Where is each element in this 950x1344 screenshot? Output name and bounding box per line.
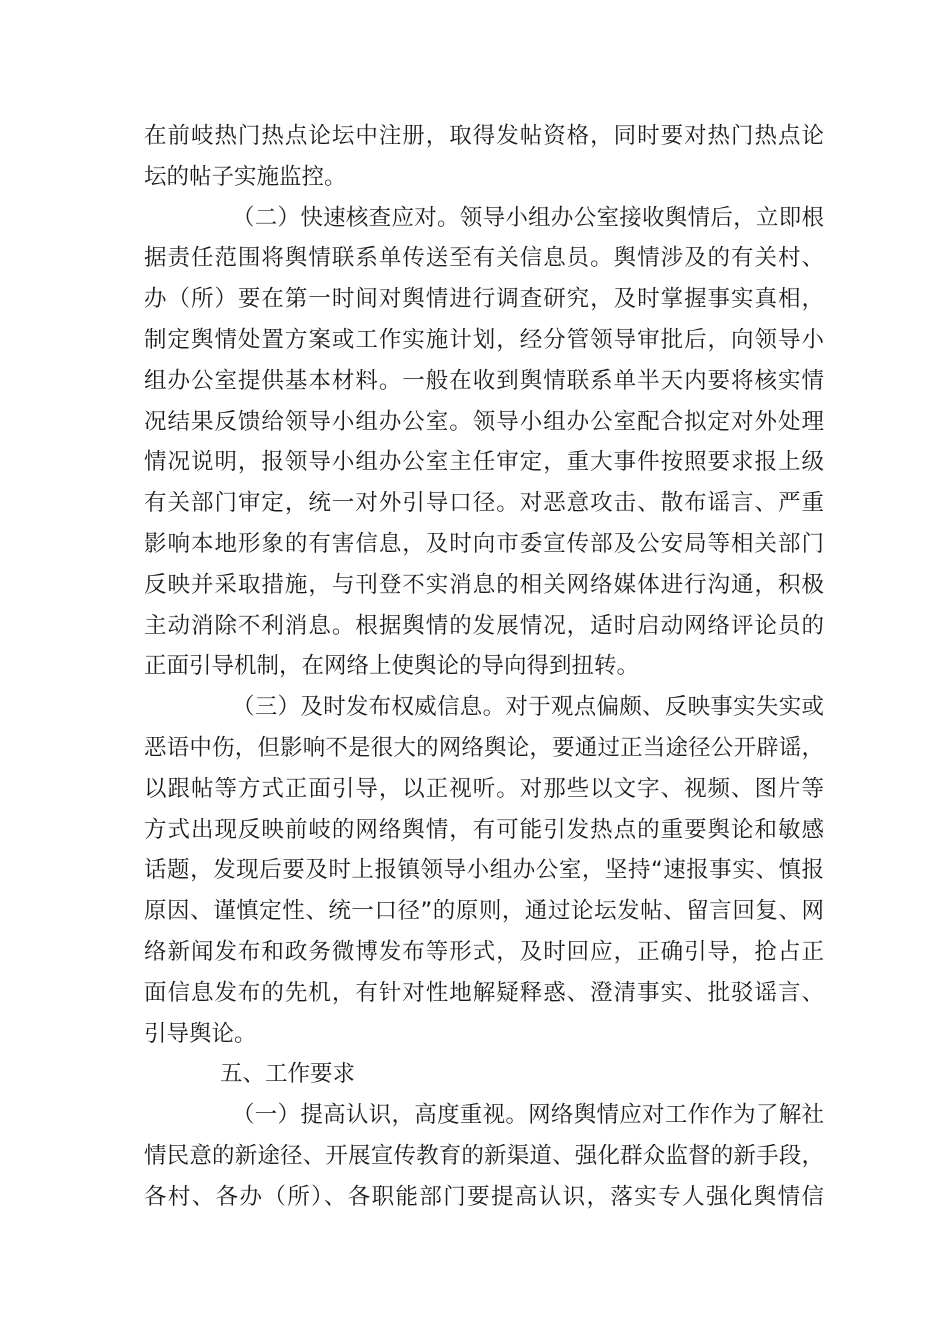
body-line: 制定舆情处置方案或工作实施计划，经分管领导审批后，向领导小 — [144, 326, 824, 353]
paragraph-first-line: （一）提高认识，高度重视。网络舆情应对工作作为了解社 — [232, 1102, 824, 1129]
body-line: 主动消除不利消息。根据舆情的发展情况，适时启动网络评论员的 — [144, 612, 824, 639]
body-line: 组办公室提供基本材料。一般在收到舆情联系单半天内要将核实情 — [144, 367, 824, 394]
body-line: 情况说明，报领导小组办公室主任审定，重大事件按照要求报上级 — [144, 449, 824, 476]
body-line: 情民意的新途径、开展宣传教育的新渠道、强化群众监督的新手段， — [144, 1142, 824, 1169]
body-line: 在前岐热门热点论坛中注册，取得发帖资格，同时要对热门热点论 — [144, 123, 824, 149]
body-line: 影响本地形象的有害信息，及时向市委宣传部及公安局等相关部门 — [144, 530, 824, 557]
document-body — [144, 116, 824, 1218]
body-line: 面信息发布的先机，有针对性地解疑释惑、澄清事实、批驳谣言、 — [144, 979, 824, 1006]
section-heading: 五、工作要求 — [220, 1061, 356, 1088]
body-line: 据责任范围将舆情联系单传送至有关信息员。舆情涉及的有关村、 — [144, 245, 824, 272]
paragraph-first-line: （三）及时发布权威信息。对于观点偏颇、反映事实失实或 — [232, 694, 824, 721]
body-line: 有关部门审定，统一对外引导口径。对恶意攻击、散布谣言、严重 — [144, 490, 824, 517]
body-line: 方式出现反映前岐的网络舆情，有可能引发热点的重要舆论和敏感 — [144, 816, 824, 843]
body-line: 引导舆论。 — [144, 1020, 257, 1047]
body-line: 原因、谨慎定性、统一口径”的原则，通过论坛发帖、留言回复、网 — [144, 898, 824, 925]
body-line: 办（所）要在第一时间对舆情进行调查研究，及时掌握事实真相， — [144, 286, 824, 313]
body-line: 反映并采取措施，与刊登不实消息的相关网络媒体进行沟通，积极 — [144, 571, 824, 598]
body-line: 恶语中伤，但影响不是很大的网络舆论，要通过正当途径公开辟谣， — [144, 734, 824, 761]
body-line: 坛的帖子实施监控。 — [144, 163, 347, 190]
body-line: 络新闻发布和政务微博发布等形式，及时回应，正确引导，抢占正 — [144, 938, 824, 965]
paragraph-first-line: （二）快速核查应对。领导小组办公室接收舆情后，立即根 — [232, 204, 824, 231]
body-line: 况结果反馈给领导小组办公室。领导小组办公室配合拟定对外处理 — [144, 408, 824, 435]
body-line: 正面引导机制，在网络上使舆论的导向得到扭转。 — [144, 653, 640, 680]
body-line: 话题，发现后要及时上报镇领导小组办公室，坚持“速报事实、慎报 — [144, 857, 824, 884]
body-line: 以跟帖等方式正面引导，以正视听。对那些以文字、视频、图片等 — [144, 775, 824, 802]
body-line: 各村、各办（所）、各职能部门要提高认识，落实专人强化舆情信 — [144, 1183, 824, 1210]
